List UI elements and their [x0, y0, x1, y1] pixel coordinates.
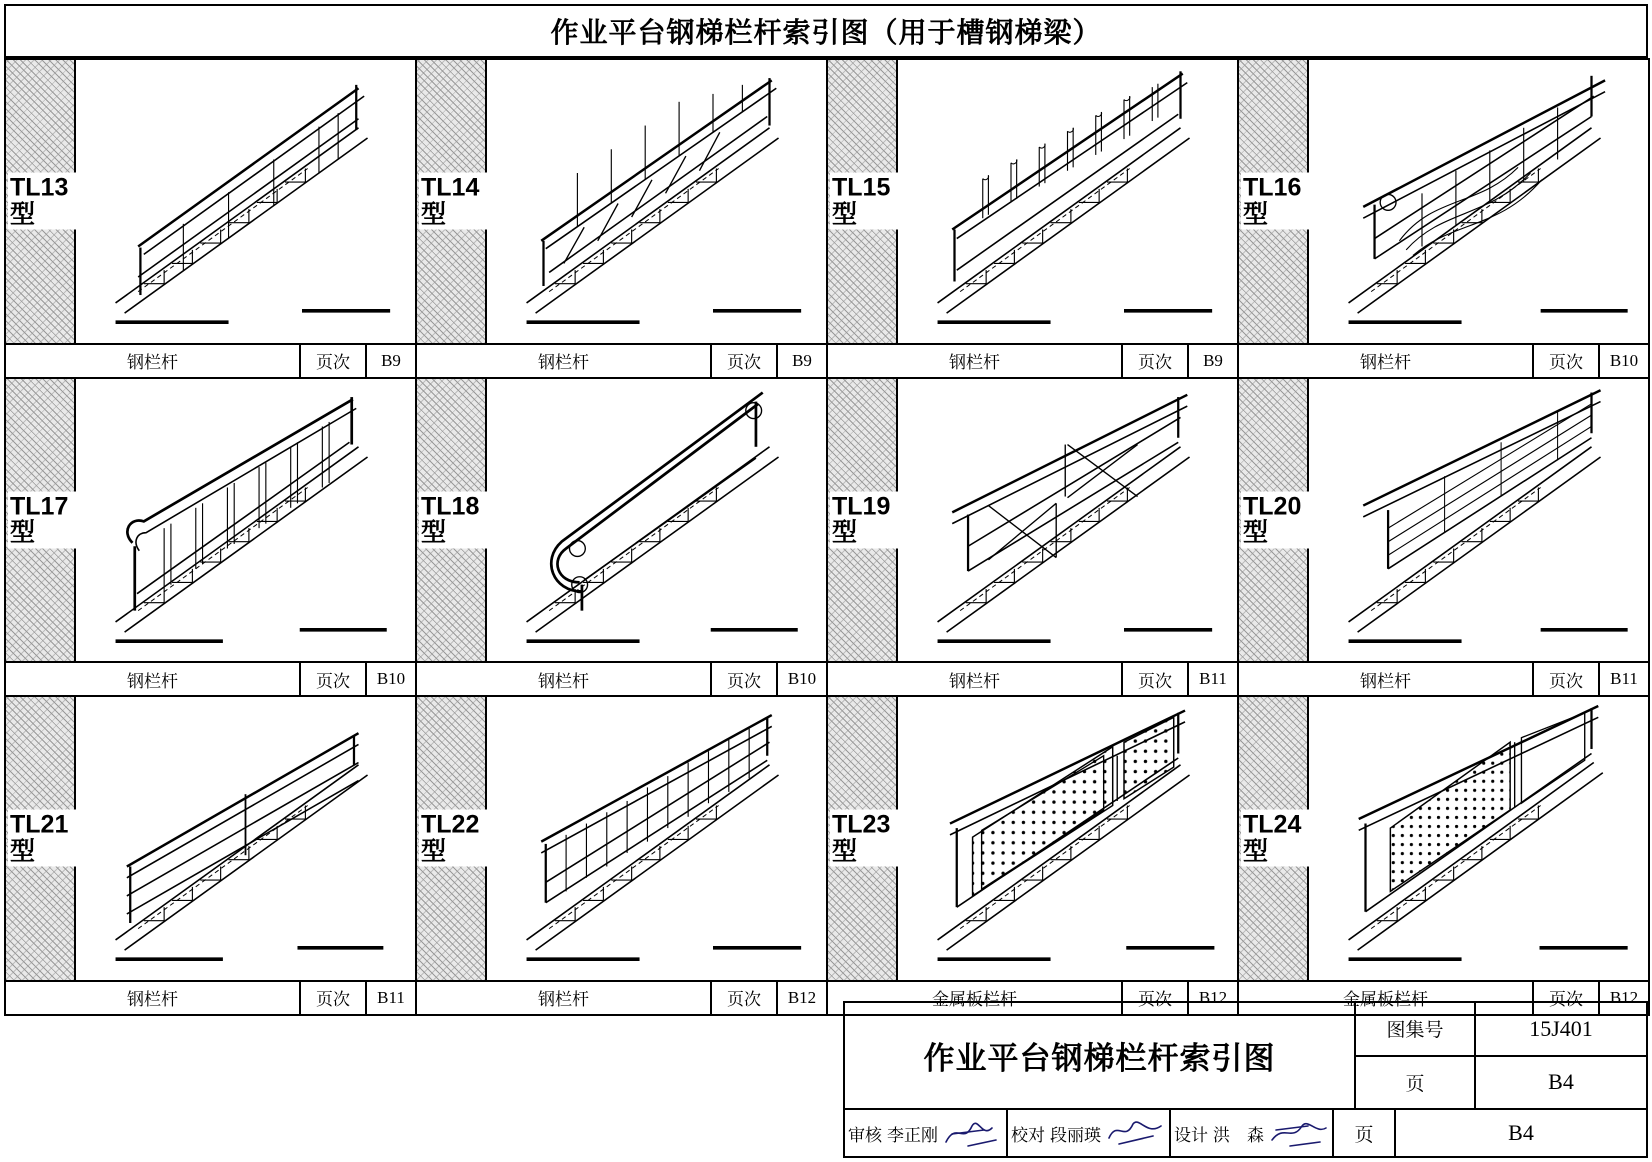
cell-body: [6, 379, 415, 662]
page-number[interactable]: B10: [776, 663, 826, 695]
type-strip: [828, 379, 898, 662]
signature-name: 洪 森: [1213, 1125, 1264, 1145]
type-code: TL22: [421, 810, 480, 839]
page-label: 页次: [1121, 663, 1187, 695]
handwritten-signature-icon: [1103, 1110, 1169, 1156]
page-row: [1356, 1055, 1646, 1109]
page-number[interactable]: B11: [365, 982, 415, 1014]
railing-drawing-tl15: [898, 60, 1237, 343]
page-label: 页次: [710, 345, 776, 377]
cell-body: [828, 60, 1237, 343]
type-strip: [417, 697, 487, 980]
page-number[interactable]: B9: [1187, 345, 1237, 377]
railing-drawing-tl24: [1309, 697, 1648, 980]
page-label: 页次: [1532, 982, 1598, 1014]
atlas-value: 15J401: [1529, 1015, 1593, 1041]
type-strip: [828, 697, 898, 980]
railing-index-grid: [4, 58, 1648, 1009]
signature-role: 校对: [1011, 1125, 1045, 1145]
type-suffix: 型: [421, 837, 447, 866]
railing-cell-tl21[interactable]: [4, 695, 417, 1016]
type-code: TL19: [832, 492, 891, 521]
atlas-key: 图集号: [1356, 1003, 1476, 1055]
page-number[interactable]: B12: [776, 982, 826, 1014]
page-label: 页次: [1121, 982, 1187, 1014]
type-code: TL18: [421, 492, 480, 521]
cell-body: [828, 697, 1237, 980]
page-number[interactable]: B9: [365, 345, 415, 377]
railing-cell-tl18[interactable]: [415, 377, 828, 698]
signature-name: 李正刚: [887, 1125, 938, 1145]
railing-name: 钢栏杆: [538, 353, 589, 372]
sheet-title: 作业平台钢梯栏杆索引图（用于槽钢梯梁）: [550, 17, 1102, 48]
type-code: TL16: [1243, 173, 1302, 202]
cell-body: [1239, 379, 1648, 662]
cell-footer: [1239, 661, 1648, 695]
page-label: 页次: [1121, 345, 1187, 377]
type-code: TL17: [10, 492, 69, 521]
signature-page-value: B4: [1508, 1120, 1534, 1145]
cell-body: [1239, 60, 1648, 343]
cell-body: [417, 60, 826, 343]
cell-body: [1239, 697, 1648, 980]
page-key: 页: [1356, 1057, 1476, 1109]
type-strip: [6, 379, 76, 662]
railing-cell-tl20[interactable]: [1237, 377, 1650, 698]
page-number[interactable]: B10: [365, 663, 415, 695]
cell-footer: [828, 343, 1237, 377]
type-strip: [417, 379, 487, 662]
signature-group-design: [1171, 1110, 1334, 1156]
railing-name: 钢栏杆: [949, 353, 1000, 372]
railing-cell-tl13[interactable]: [4, 58, 417, 379]
cell-body: [417, 379, 826, 662]
railing-cell-tl14[interactable]: [415, 58, 828, 379]
title-block-upper: [845, 1003, 1646, 1110]
cell-body: [828, 379, 1237, 662]
type-code: TL24: [1243, 810, 1302, 839]
type-code: TL15: [832, 173, 891, 202]
signature-row: [845, 1110, 1646, 1156]
railing-name: 钢栏杆: [127, 990, 178, 1009]
page-label: 页次: [710, 663, 776, 695]
railing-cell-tl16[interactable]: [1237, 58, 1650, 379]
sheet-title-bar: [4, 4, 1648, 58]
page-label: 页次: [299, 982, 365, 1014]
page-label: 页次: [1532, 345, 1598, 377]
atlas-row: [1356, 1003, 1646, 1055]
signature-role: 设计: [1174, 1125, 1208, 1145]
type-strip: [1239, 379, 1309, 662]
type-suffix: 型: [10, 518, 36, 547]
railing-cell-tl19[interactable]: [826, 377, 1239, 698]
railing-drawing-tl23: [898, 697, 1237, 980]
cell-footer: [6, 980, 415, 1014]
page-number[interactable]: B10: [1598, 345, 1648, 377]
railing-drawing-tl22: [487, 697, 826, 980]
railing-cell-tl22[interactable]: [415, 695, 828, 1016]
railing-drawing-tl16: [1309, 60, 1648, 343]
cell-body: [6, 697, 415, 980]
page-label: 页次: [299, 345, 365, 377]
railing-name: 金属板栏杆: [1343, 990, 1428, 1009]
type-strip: [1239, 60, 1309, 343]
railing-drawing-tl14: [487, 60, 826, 343]
signature-name: 段丽瑛: [1050, 1125, 1101, 1145]
type-code: TL20: [1243, 492, 1302, 521]
type-suffix: 型: [832, 518, 858, 547]
type-suffix: 型: [421, 518, 447, 547]
type-suffix: 型: [421, 200, 447, 229]
railing-drawing-tl20: [1309, 379, 1648, 662]
type-code: TL14: [421, 173, 480, 202]
page-number[interactable]: B12: [1598, 982, 1648, 1014]
type-suffix: 型: [1243, 200, 1269, 229]
railing-name: 钢栏杆: [127, 671, 178, 691]
railing-drawing-tl21: [76, 697, 415, 980]
signature-page-key: 页: [1334, 1110, 1396, 1156]
page-value: B4: [1548, 1069, 1574, 1095]
type-strip: [828, 60, 898, 343]
page-number[interactable]: B12: [1187, 982, 1237, 1014]
railing-name: 钢栏杆: [949, 671, 1000, 691]
railing-name: 钢栏杆: [1360, 353, 1411, 372]
railing-cell-tl23[interactable]: [826, 695, 1239, 1016]
title-block-main-title: 作业平台钢梯栏杆索引图: [923, 1041, 1276, 1076]
type-strip: [417, 60, 487, 343]
railing-cell-tl17[interactable]: [4, 377, 417, 698]
type-strip: [6, 697, 76, 980]
cell-footer: [417, 980, 826, 1014]
railing-name: 金属板栏杆: [932, 990, 1017, 1009]
railing-cell-tl15[interactable]: [826, 58, 1239, 379]
type-suffix: 型: [1243, 837, 1269, 866]
page-label: 页次: [1532, 663, 1598, 695]
signature-group-check: [1008, 1110, 1171, 1156]
cell-footer: [6, 661, 415, 695]
page-label: 页次: [710, 982, 776, 1014]
type-suffix: 型: [832, 200, 858, 229]
page-number[interactable]: B9: [776, 345, 826, 377]
railing-drawing-tl18: [487, 379, 826, 662]
handwritten-signature-icon: [1266, 1110, 1332, 1156]
title-block-right: [1354, 1003, 1646, 1108]
railing-name: 钢栏杆: [127, 353, 178, 372]
type-code: TL13: [10, 173, 69, 202]
cell-body: [417, 697, 826, 980]
cell-footer: [6, 343, 415, 377]
railing-name: 钢栏杆: [538, 671, 589, 691]
type-suffix: 型: [10, 200, 36, 229]
railing-cell-tl24[interactable]: [1237, 695, 1650, 1016]
page-number[interactable]: B11: [1187, 663, 1237, 695]
railing-drawing-tl19: [898, 379, 1237, 662]
cell-footer: [417, 661, 826, 695]
railing-name: 钢栏杆: [538, 990, 589, 1009]
railing-drawing-tl17: [76, 379, 415, 662]
cell-body: [6, 60, 415, 343]
handwritten-signature-icon: [940, 1110, 1006, 1156]
cell-footer: [828, 661, 1237, 695]
cell-footer: [417, 343, 826, 377]
type-code: TL21: [10, 810, 69, 839]
cell-footer: [1239, 343, 1648, 377]
type-suffix: 型: [1243, 518, 1269, 547]
signature-role: 审核: [848, 1125, 882, 1145]
signature-group-review: [845, 1110, 1008, 1156]
railing-drawing-tl13: [76, 60, 415, 343]
title-block: [843, 1001, 1648, 1158]
page-label: 页次: [299, 663, 365, 695]
type-code: TL23: [832, 810, 891, 839]
type-strip: [1239, 697, 1309, 980]
type-strip: [6, 60, 76, 343]
type-suffix: 型: [10, 837, 36, 866]
type-suffix: 型: [832, 837, 858, 866]
page-number[interactable]: B11: [1598, 663, 1648, 695]
railing-name: 钢栏杆: [1360, 671, 1411, 691]
